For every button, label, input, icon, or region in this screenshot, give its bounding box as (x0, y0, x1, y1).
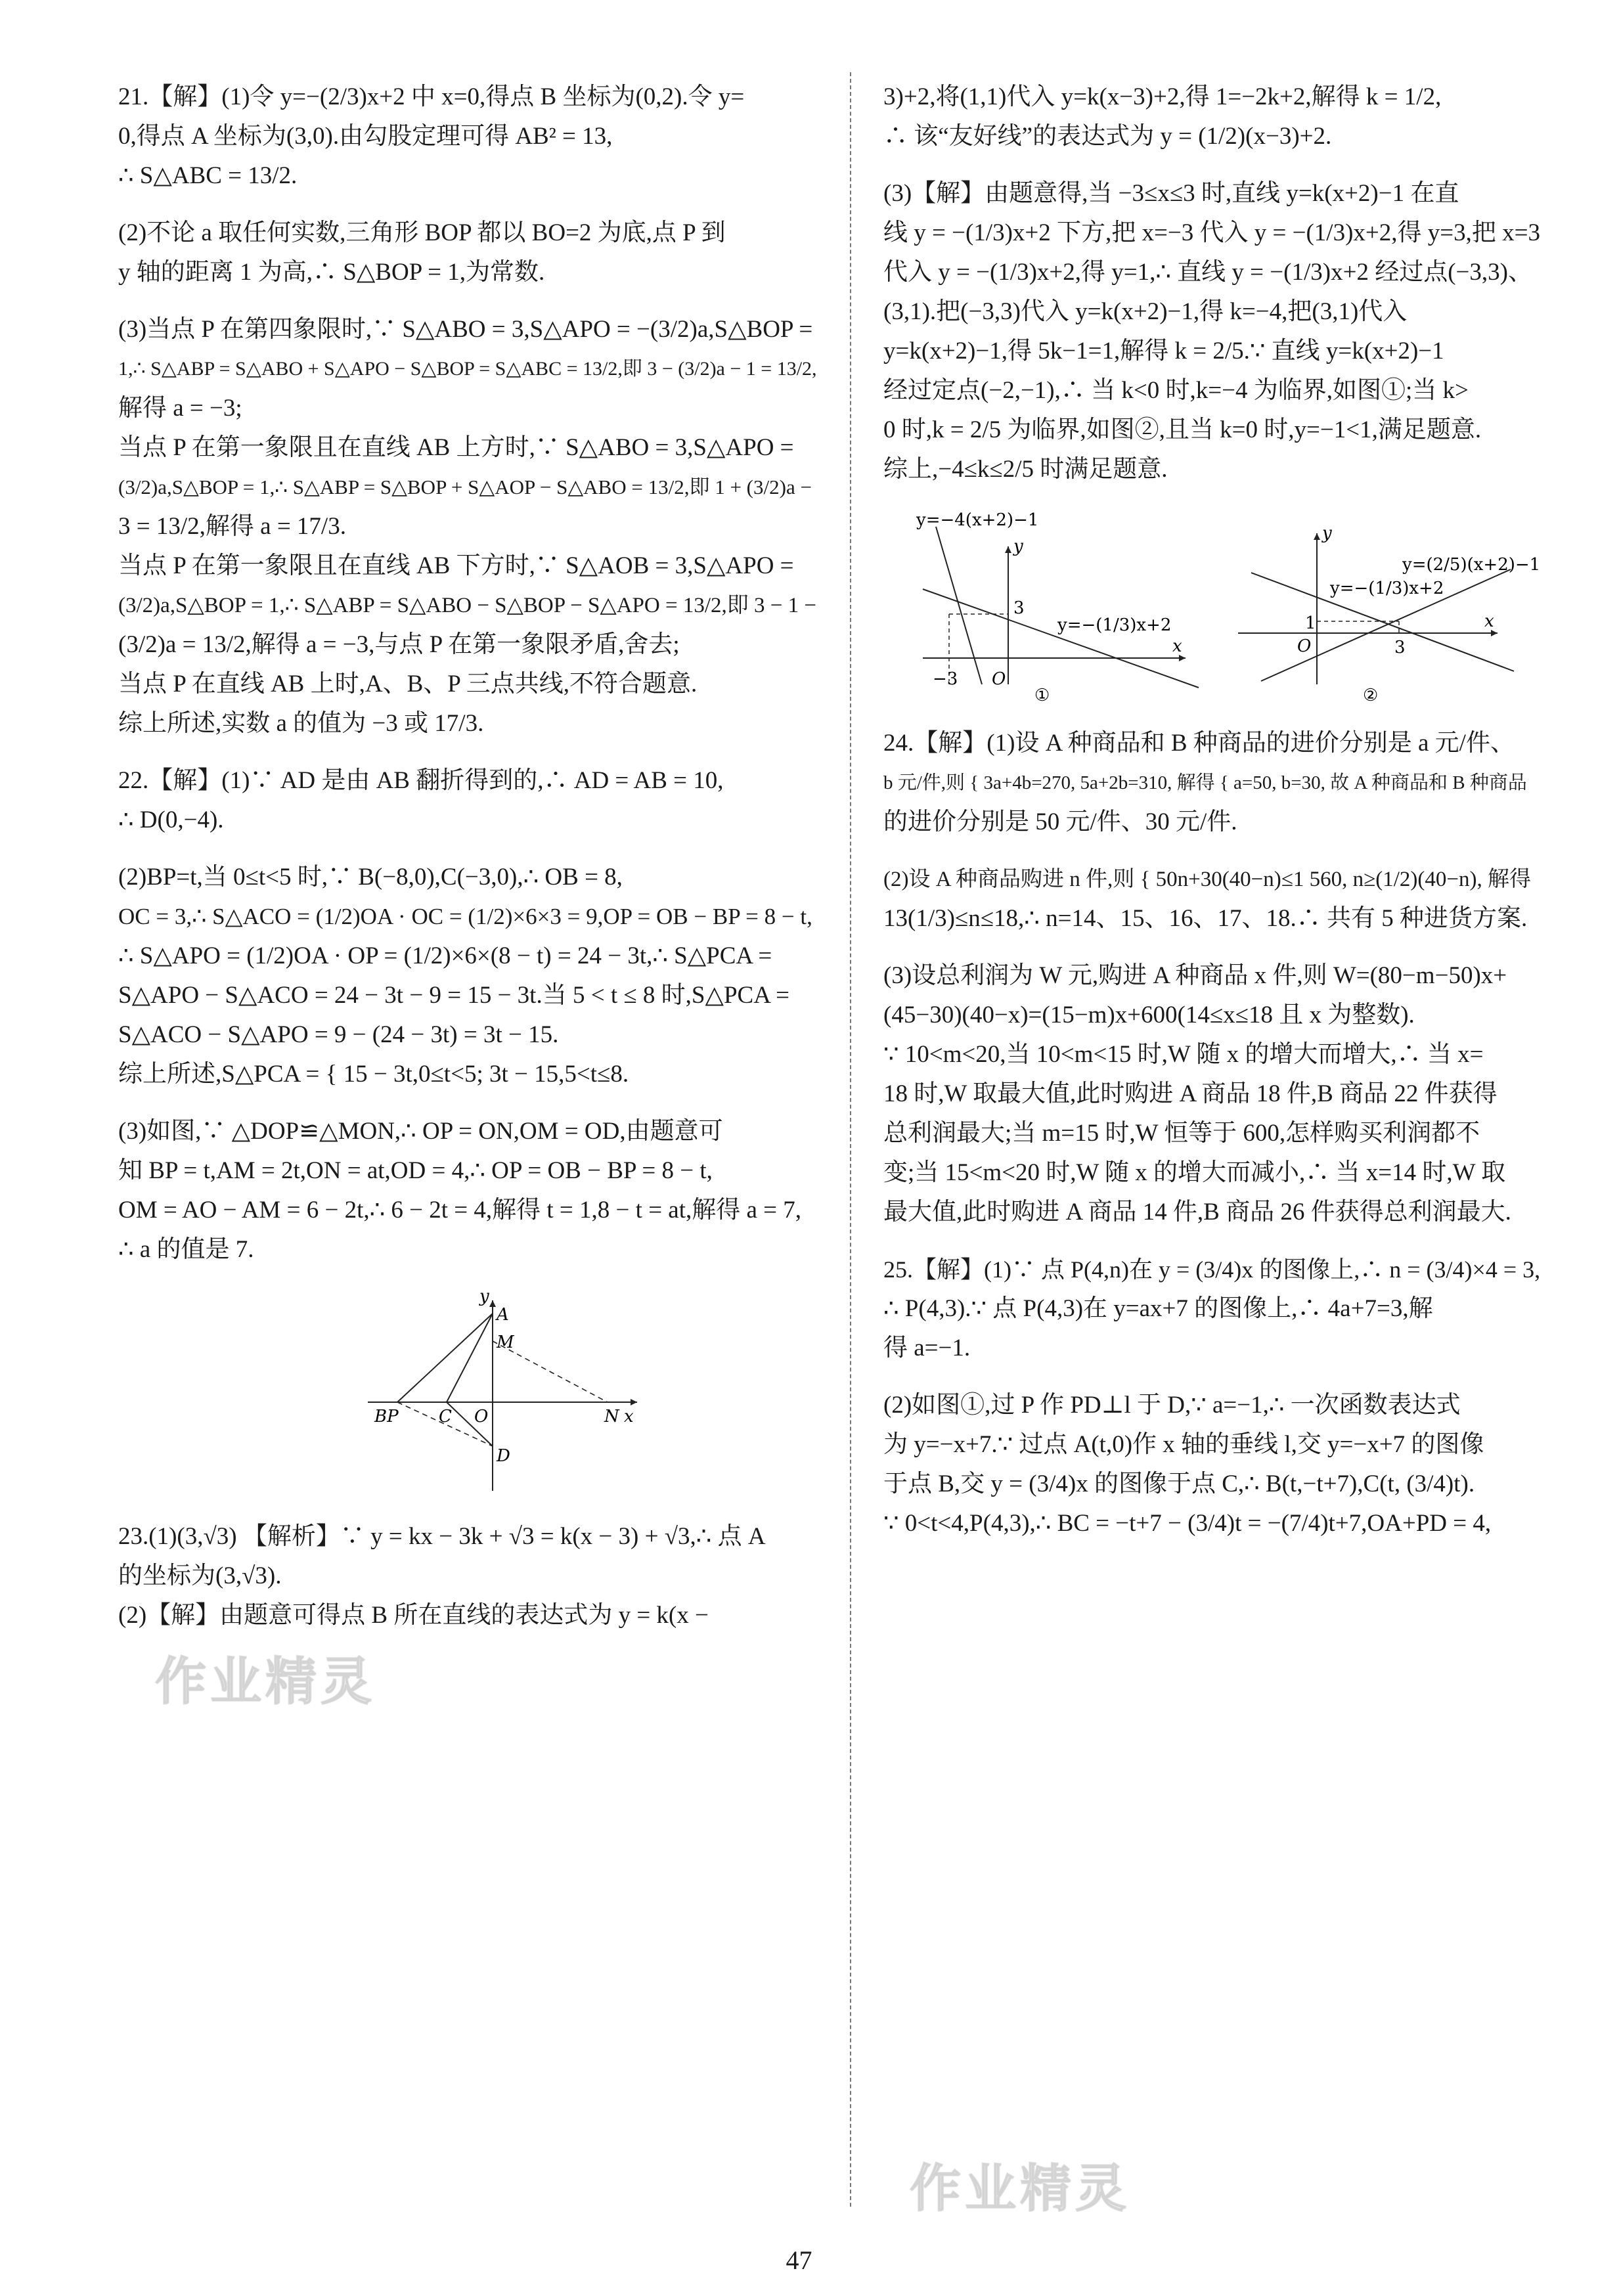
text-line: 22.【解】(1)∵ AD 是由 AB 翻折得到的,∴ AD = AB = 10, (118, 767, 724, 794)
fig1-line-k-neg4 (936, 527, 982, 684)
fig1-label-y: y (1013, 537, 1023, 556)
fig-label-y: y (479, 1287, 489, 1306)
answer-q21 (118, 77, 820, 196)
text-line: ∴ P(4,3).∵ 点 P(4,3)在 y=ax+7 的图像上,∴ 4a+7=3,解 (883, 1295, 1433, 1322)
column-divider (850, 72, 851, 2207)
text-line: (3/2)a = 13/2,解得 a = −3,与点 P 在第一象限矛盾,舍去; (118, 631, 680, 658)
answer-q25 (883, 1250, 1545, 1368)
fig2-label-x: x (1484, 611, 1494, 631)
fig2-label-1: 1 (1305, 613, 1316, 633)
text-line: 的坐标为(3,√3). (118, 1562, 282, 1589)
fig2-label-curve: y=−(1/3)x+2 (1330, 579, 1444, 598)
text-line: 经过定点(−2,−1),∴ 当 k<0 时,k=−4 为临界,如图①;当 k> (883, 377, 1469, 404)
text-line: (2)BP=t,当 0≤t<5 时,∵ B(−8,0),C(−3,0),∴ OB = 8, (118, 864, 623, 891)
left-column (118, 77, 820, 1653)
figure-q22 (361, 1287, 820, 1497)
figure-q23-svg (883, 507, 1545, 704)
text-line: 代入 y = −(1/3)x+2,得 y=1,∴ 直线 y = −(1/3)x+2 经过点(−3,3)、 (883, 259, 1532, 286)
fig-label-D: D (497, 1446, 510, 1466)
text-line: 1,∴ S△ABP = S△ABO + S△APO − S△BOP = S△ABC = 13/2,即 3 − (3/2)a − 1 = 13/2, (118, 358, 817, 380)
fig1-label-x: x (1172, 636, 1182, 656)
text-line: 当点 P 在直线 AB 上时,A、B、P 三点共线,不符合题意. (118, 671, 698, 697)
answer-q22 (118, 761, 820, 840)
answer-q23-3 (883, 174, 1545, 489)
text-line: 综上所述,S△PCA = { 15 − 3t,0≤t<5; 3t − 15,5<t≤8. (118, 1061, 629, 1088)
fig-label-BP: BP (374, 1407, 399, 1426)
answer-q21-3 (118, 310, 820, 743)
text-line: (3)设总利润为 W 元,购进 A 种商品 x 件,则 W=(80−m−50)x+ (883, 962, 1507, 989)
text-line: (3/2)a,S△BOP = 1,∴ S△ABP = S△BOP + S△AOP − S△ABO = 13/2,即 1 + (3/2)a − (118, 475, 812, 498)
answer-q23 (118, 1517, 820, 1635)
text-line: 为 y=−x+7.∵ 过点 A(t,0)作 x 轴的垂线 l,交 y=−x+7 的图像 (883, 1431, 1484, 1458)
watermark: 作业精灵 (910, 2159, 1131, 2219)
answer-q25-2 (883, 1386, 1545, 1543)
figure-q23 (883, 507, 1545, 704)
fig1-label-3: 3 (1013, 598, 1025, 618)
text-line: 24.【解】(1)设 A 种商品和 B 种商品的进价分别是 a 元/件、 (883, 730, 1515, 757)
text-line: ∴ 该“友好线”的表达式为 y = (1/2)(x−3)+2. (883, 123, 1332, 150)
answer-q21-2 (118, 213, 820, 292)
answer-q24-2 (883, 860, 1545, 938)
text-line: OM = AO − AM = 6 − 2t,∴ 6 − 2t = 4,解得 t = 1,8 − t = at,解得 a = 7, (118, 1197, 802, 1224)
text-line: S△ACO − S△APO = 9 − (24 − 3t) = 3t − 15. (118, 1021, 559, 1048)
y-arrow (489, 1300, 496, 1307)
text-line: y 轴的距离 1 为高,∴ S△BOP = 1,为常数. (118, 259, 545, 286)
text-line: (3)【解】由题意得,当 −3≤x≤3 时,直线 y=k(x+2)−1 在直 (883, 180, 1459, 207)
fig-label-M: M (497, 1333, 514, 1352)
text-line: 3 = 13/2,解得 a = 17/3. (118, 513, 346, 540)
answer-q23-cont (883, 77, 1545, 156)
text-line: 3)+2,将(1,1)代入 y=k(x−3)+2,得 1=−2k+2,解得 k = 1/2, (883, 83, 1442, 110)
fig-label-x: x (624, 1407, 634, 1426)
text-line: 25.【解】(1)∵ 点 P(4,n)在 y = (3/4)x 的图像上,∴ n = (3/4)×4 = 3, (883, 1256, 1541, 1283)
text-line: 当点 P 在第一象限且在直线 AB 下方时,∵ S△AOB = 3,S△APO = (118, 552, 794, 579)
text-line: 13(1/3)≤n≤18,∴ n=14、15、16、17、18.∴ 共有 5 种进货方案. (883, 905, 1528, 932)
text-line: ∴ S△ABC = 13/2. (118, 162, 298, 189)
answer-q24 (883, 724, 1545, 842)
text-line: 综上,−4≤k≤2/5 时满足题意. (883, 456, 1168, 483)
text-line: 21.【解】(1)令 y=−(2/3)x+2 中 x=0,得点 B 坐标为(0,2).令 y= (118, 83, 745, 110)
text-line: 最大值,此时购进 A 商品 14 件,B 商品 26 件获得总利润最大. (883, 1199, 1511, 1225)
fig-label-C: C (439, 1407, 452, 1426)
fig2-label-y: y (1322, 523, 1332, 543)
text-line: (3)如图,∵ △DOP≌△MON,∴ OP = ON,OM = OD,由题意可 (118, 1118, 723, 1145)
segment-BA (397, 1314, 493, 1402)
fig-label-N: N (604, 1407, 619, 1426)
answer-q22-3 (118, 1112, 820, 1269)
fig2-caption: ② (1363, 686, 1379, 704)
text-line: 23.(1)(3,√3) 【解析】∵ y = kx − 3k + √3 = k(x − 3) + √3,∴ 点 A (118, 1523, 766, 1550)
fig2-label-3: 3 (1394, 638, 1406, 657)
segment-CA (447, 1314, 493, 1402)
x-arrow (631, 1399, 637, 1405)
fig2-y-arrow (1314, 533, 1320, 540)
text-line: OC = 3,∴ S△ACO = (1/2)OA · OC = (1/2)×6×3 = 9,OP = OB − BP = 8 − t, (118, 904, 812, 929)
text-line: y=k(x+2)−1,得 5k−1=1,解得 k = 2/5.∵ 直线 y=k(x+2)−1 (883, 338, 1444, 364)
text-line: 知 BP = t,AM = 2t,ON = at,OD = 4,∴ OP = OB − BP = 8 − t, (118, 1157, 713, 1184)
fig1-label-O: O (992, 669, 1006, 689)
page-number: 47 (786, 2245, 812, 2275)
figure-q23-graph-1 (916, 510, 1199, 704)
text-line: (2)设 A 种商品购进 n 件,则 { 50n+30(40−n)≤1 560, n≥(1/2)(40−n), 解得 (883, 868, 1531, 891)
text-line: 18 时,W 取最大值,此时购进 A 商品 18 件,B 商品 22 件获得 (883, 1080, 1498, 1107)
text-line: b 元/件,则 { 3a+4b=270, 5a+2b=310, 解得 { a=50, b=30, 故 A 种商品和 B 种商品 (883, 772, 1527, 793)
text-line: 线 y = −(1/3)x+2 下方,把 x=−3 代入 y = −(1/3)x+2,得 y=3,把 x=3 (883, 219, 1541, 246)
text-line: ∴ D(0,−4). (118, 806, 224, 833)
text-line: ∵ 0<t<4,P(4,3),∴ BC = −t+7 − (3/4)t = −(7/4)t+7,OA+PD = 4, (883, 1510, 1492, 1537)
text-line: (2)不论 a 取任何实数,三角形 BOP 都以 BO=2 为底,点 P 到 (118, 219, 726, 246)
figure-q23-graph-2 (1238, 523, 1540, 704)
fig1-label-line: y=−4(x+2)−1 (916, 510, 1039, 530)
text-line: (3)当点 P 在第四象限时,∵ S△ABO = 3,S△APO = −(3/2)a,S△BOP = (118, 316, 813, 343)
watermark: 作业精灵 (155, 1652, 376, 1711)
fig1-caption: ① (1034, 686, 1050, 704)
fig2-label-O: O (1297, 636, 1312, 656)
answer-q22-2 (118, 858, 820, 1094)
text-line: (3,1).把(−3,3)代入 y=k(x+2)−1,得 k=−4,把(3,1)代入 (883, 298, 1408, 325)
text-line: 0,得点 A 坐标为(3,0).由勾股定理可得 AB² = 13, (118, 123, 613, 150)
text-line: 解得 a = −3; (118, 395, 242, 422)
answer-q24-3 (883, 956, 1545, 1232)
fig1-line-third (923, 589, 1199, 688)
text-line: 变;当 15<m<20 时,W 随 x 的增大而减小,∴ 当 x=14 时,W 取 (883, 1159, 1506, 1186)
text-line: 的进价分别是 50 元/件、30 元/件. (883, 808, 1237, 835)
text-line: 综上所述,实数 a 的值为 −3 或 17/3. (118, 710, 484, 737)
right-column (883, 77, 1545, 1561)
text-line: 总利润最大;当 m=15 时,W 恒等于 600,怎样购买利润都不 (883, 1120, 1480, 1147)
fig1-label-curve: y=−(1/3)x+2 (1057, 615, 1172, 635)
text-line: ∵ 10<m<20,当 10<m<15 时,W 随 x 的增大而增大,∴ 当 x= (883, 1041, 1484, 1068)
text-line: 于点 B,交 y = (3/4)x 的图像于点 C,∴ B(t,−t+7),C(t, (3/4)t). (883, 1470, 1475, 1497)
text-line: ∴ a 的值是 7. (118, 1236, 254, 1263)
fig2-label-line: y=(2/5)(x+2)−1 (1402, 555, 1541, 575)
figure-q22-svg (361, 1287, 677, 1497)
text-line: (2)【解】由题意可得点 B 所在直线的表达式为 y = k(x − (118, 1602, 709, 1629)
text-line: S△APO − S△ACO = 24 − 3t − 9 = 15 − 3t.当 5 < t ≤ 8 时,S△PCA = (118, 982, 789, 1009)
fig-label-A: A (497, 1305, 509, 1325)
text-line: 得 a=−1. (883, 1335, 971, 1361)
text-line: (45−30)(40−x)=(15−m)x+600(14≤x≤18 且 x 为整数). (883, 1002, 1415, 1028)
text-line: (2)如图①,过 P 作 PD⊥l 于 D,∵ a=−1,∴ 一次函数表达式 (883, 1392, 1461, 1419)
text-line: 0 时,k = 2/5 为临界,如图②,且当 k=0 时,y=−1<1,满足题意. (883, 416, 1482, 443)
text-line: 当点 P 在第一象限且在直线 AB 上方时,∵ S△ABO = 3,S△APO = (118, 434, 794, 461)
text-line: ∴ S△APO = (1/2)OA · OP = (1/2)×6×(8 − t) = 24 − 3t,∴ S△PCA = (118, 942, 772, 969)
fig1-y-arrow (1005, 546, 1011, 553)
text-line: (3/2)a,S△BOP = 1,∴ S△ABP = S△ABO − S△BOP − S△APO = 13/2,即 3 − 1 − (118, 594, 816, 617)
fig-label-O: O (474, 1407, 489, 1426)
fig1-label-neg3: −3 (933, 669, 958, 689)
